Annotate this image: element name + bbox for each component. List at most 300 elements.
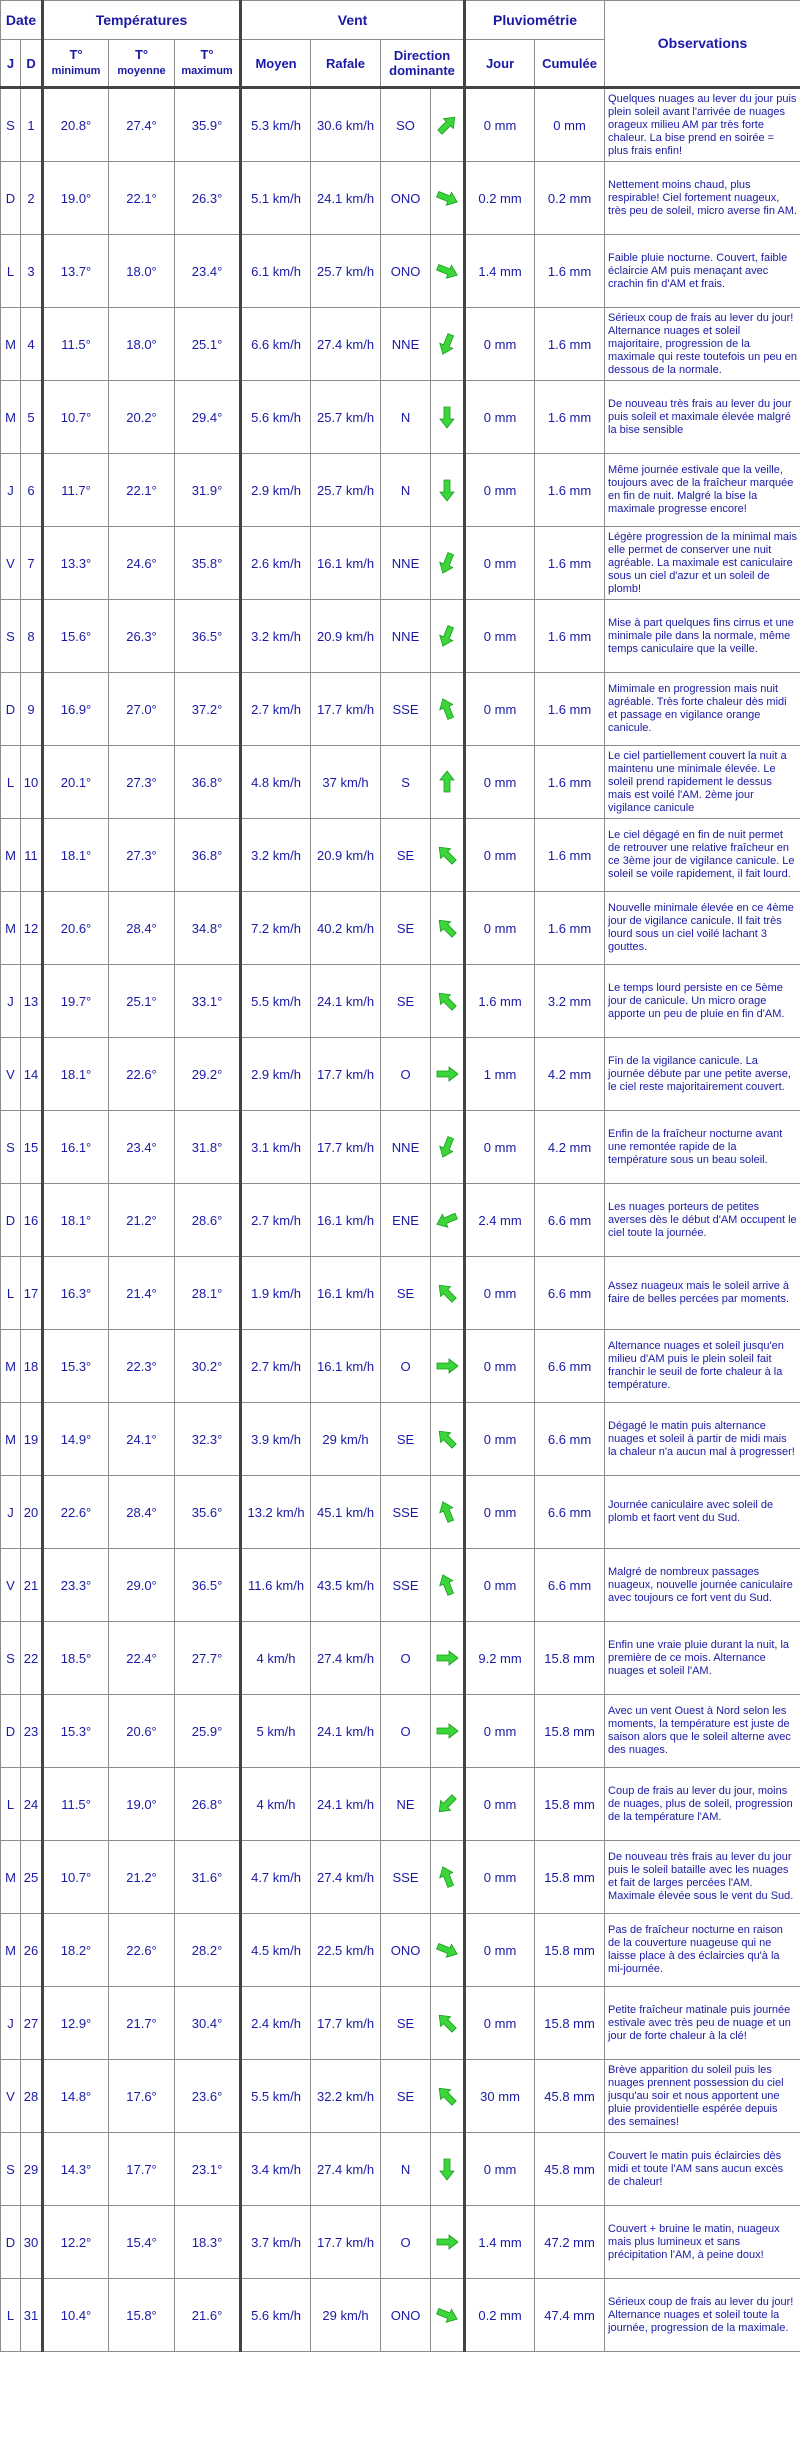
observation-text: Brève apparition du soleil puis les nuages prennent possession du ciel jusqu'au soir et nous apportent une pluie providentielle espérée depuis des semaines! — [605, 2060, 800, 2133]
wind-avg: 5.1 km/h — [241, 162, 311, 235]
temp-min: 10.4° — [43, 2279, 109, 2352]
table-row — [1, 2206, 800, 2279]
wind-avg: 2.6 km/h — [241, 527, 311, 600]
temp-avg: 28.4° — [109, 1476, 175, 1549]
temp-max: 35.8° — [175, 527, 241, 600]
rain-cumulative: 3.2 mm — [535, 965, 605, 1038]
temp-max: 29.2° — [175, 1038, 241, 1111]
wind-arrow-icon — [434, 2229, 460, 2255]
temp-min: 12.2° — [43, 2206, 109, 2279]
rain-day: 0 mm — [465, 1257, 535, 1330]
rain-day: 0 mm — [465, 527, 535, 600]
wind-avg: 13.2 km/h — [241, 1476, 311, 1549]
temp-avg: 25.1° — [109, 965, 175, 1038]
wind-gust: 17.7 km/h — [311, 2206, 381, 2279]
table-row — [1, 1184, 800, 1257]
wind-arrow-icon — [434, 404, 460, 430]
rain-cumulative: 6.6 mm — [535, 1184, 605, 1257]
wind-arrow-icon — [434, 1645, 460, 1671]
rain-cumulative: 1.6 mm — [535, 819, 605, 892]
temp-avg: 29.0° — [109, 1549, 175, 1622]
wind-gust: 24.1 km/h — [311, 965, 381, 1038]
temp-min: 19.7° — [43, 965, 109, 1038]
temp-min: 16.9° — [43, 673, 109, 746]
day-letter: S — [1, 1622, 21, 1695]
wind-avg: 5.3 km/h — [241, 88, 311, 162]
wind-avg: 5.6 km/h — [241, 2279, 311, 2352]
temp-max: 23.4° — [175, 235, 241, 308]
wind-direction: SE — [381, 1987, 431, 2060]
temp-avg: 22.3° — [109, 1330, 175, 1403]
wind-avg: 4.8 km/h — [241, 746, 311, 819]
day-letter: M — [1, 1841, 21, 1914]
temp-min: 19.0° — [43, 162, 109, 235]
wind-arrow-cell — [431, 892, 465, 965]
wind-arrow-cell — [431, 1038, 465, 1111]
temp-avg: 24.1° — [109, 1403, 175, 1476]
rain-cumulative: 0.2 mm — [535, 162, 605, 235]
observation-text: Même journée estivale que la veille, toujours avec de la fraîcheur marquée en fin de nuit. Malgré la bise la maximale progresse encore! — [605, 454, 800, 527]
wind-direction: SO — [381, 88, 431, 162]
table-body — [1, 88, 800, 2352]
day-letter: D — [1, 162, 21, 235]
wind-arrow-cell — [431, 746, 465, 819]
wind-direction: O — [381, 1330, 431, 1403]
table-row — [1, 2279, 800, 2352]
temp-avg: 21.2° — [109, 1841, 175, 1914]
wind-gust: 27.4 km/h — [311, 2133, 381, 2206]
wind-gust: 17.7 km/h — [311, 1111, 381, 1184]
rain-cumulative: 15.8 mm — [535, 1768, 605, 1841]
temp-min: 18.2° — [43, 1914, 109, 1987]
rain-cumulative: 45.8 mm — [535, 2133, 605, 2206]
wind-direction: N — [381, 454, 431, 527]
rain-cumulative: 47.4 mm — [535, 2279, 605, 2352]
rain-day: 0 mm — [465, 819, 535, 892]
day-letter: L — [1, 1257, 21, 1330]
wind-arrow-cell — [431, 1549, 465, 1622]
observation-text: Les nuages porteurs de petites averses dès le début d'AM occupent le ciel toute la journée. — [605, 1184, 800, 1257]
wind-gust: 27.4 km/h — [311, 1841, 381, 1914]
header-rafale: Rafale — [311, 40, 381, 88]
day-letter: D — [1, 1695, 21, 1768]
rain-day: 0 mm — [465, 1914, 535, 1987]
wind-arrow-icon — [434, 1061, 460, 1087]
day-number: 20 — [21, 1476, 43, 1549]
observation-text: Malgré de nombreux passages nuageux, nouvelle journée caniculaire avec toujours ce fort vent du Sud. — [605, 1549, 800, 1622]
wind-avg: 4 km/h — [241, 1768, 311, 1841]
rain-cumulative: 4.2 mm — [535, 1038, 605, 1111]
observation-text: Alternance nuages et soleil jusqu'en milieu d'AM puis le plein soleil fait franchir le seuil de forte chaleur à la température. — [605, 1330, 800, 1403]
day-number: 31 — [21, 2279, 43, 2352]
table-row — [1, 1403, 800, 1476]
wind-avg: 2.9 km/h — [241, 454, 311, 527]
table-row — [1, 2133, 800, 2206]
table-row — [1, 1476, 800, 1549]
wind-direction: N — [381, 381, 431, 454]
table-row — [1, 1038, 800, 1111]
wind-arrow-icon — [434, 2156, 460, 2182]
temp-max: 28.1° — [175, 1257, 241, 1330]
temp-avg: 22.6° — [109, 1914, 175, 1987]
table-row — [1, 1841, 800, 1914]
wind-avg: 3.1 km/h — [241, 1111, 311, 1184]
wind-avg: 3.9 km/h — [241, 1403, 311, 1476]
wind-avg: 4.5 km/h — [241, 1914, 311, 1987]
rain-day: 0 mm — [465, 88, 535, 162]
wind-direction: O — [381, 1038, 431, 1111]
temp-max: 26.3° — [175, 162, 241, 235]
header-vent: Vent — [241, 1, 465, 40]
temp-max: 26.8° — [175, 1768, 241, 1841]
observation-text: Fin de la vigilance canicule. La journée débute par une petite averse, le ciel reste majoritairement couvert. — [605, 1038, 800, 1111]
header-tmin: T° minimum — [43, 40, 109, 88]
wind-arrow-cell — [431, 1184, 465, 1257]
wind-direction: NE — [381, 1768, 431, 1841]
temp-max: 31.6° — [175, 1841, 241, 1914]
observation-text: Nettement moins chaud, plus respirable! Ciel fortement nuageux, très peu de soleil, micro averse fin AM. — [605, 162, 800, 235]
wind-avg: 7.2 km/h — [241, 892, 311, 965]
day-number: 9 — [21, 673, 43, 746]
wind-gust: 32.2 km/h — [311, 2060, 381, 2133]
table-row — [1, 162, 800, 235]
wind-direction: ONO — [381, 1914, 431, 1987]
temp-max: 23.6° — [175, 2060, 241, 2133]
temp-min: 14.9° — [43, 1403, 109, 1476]
temp-max: 36.5° — [175, 1549, 241, 1622]
observation-text: Pas de fraîcheur nocturne en raison de la couverture nuageuse qui ne laisse place à des éclaircies qu'à la mi-journée. — [605, 1914, 800, 1987]
wind-arrow-icon — [434, 842, 460, 868]
table-row — [1, 1695, 800, 1768]
wind-gust: 16.1 km/h — [311, 1184, 381, 1257]
wind-arrow-cell — [431, 88, 465, 162]
day-number: 6 — [21, 454, 43, 527]
wind-avg: 6.1 km/h — [241, 235, 311, 308]
wind-arrow-icon — [434, 185, 460, 211]
wind-avg: 2.7 km/h — [241, 1330, 311, 1403]
rain-cumulative: 6.6 mm — [535, 1403, 605, 1476]
wind-arrow-cell — [431, 308, 465, 381]
wind-arrow-cell — [431, 162, 465, 235]
rain-cumulative: 1.6 mm — [535, 673, 605, 746]
temp-avg: 18.0° — [109, 308, 175, 381]
day-number: 29 — [21, 2133, 43, 2206]
day-number: 3 — [21, 235, 43, 308]
rain-day: 0 mm — [465, 1111, 535, 1184]
day-number: 18 — [21, 1330, 43, 1403]
wind-gust: 27.4 km/h — [311, 1622, 381, 1695]
table-row — [1, 965, 800, 1038]
wind-direction: SSE — [381, 1476, 431, 1549]
wind-avg: 5.5 km/h — [241, 965, 311, 1038]
wind-gust: 25.7 km/h — [311, 381, 381, 454]
wind-arrow-icon — [434, 2083, 460, 2109]
table-row — [1, 819, 800, 892]
wind-gust: 24.1 km/h — [311, 1695, 381, 1768]
temp-min: 14.3° — [43, 2133, 109, 2206]
rain-day: 2.4 mm — [465, 1184, 535, 1257]
rain-cumulative: 1.6 mm — [535, 454, 605, 527]
table-row — [1, 527, 800, 600]
observation-text: Petite fraîcheur matinale puis journée estivale avec très peu de nuage et un jour de forte chaleur à la clé! — [605, 1987, 800, 2060]
temp-avg: 26.3° — [109, 600, 175, 673]
wind-gust: 16.1 km/h — [311, 1330, 381, 1403]
rain-cumulative: 6.6 mm — [535, 1549, 605, 1622]
day-number: 15 — [21, 1111, 43, 1184]
wind-avg: 11.6 km/h — [241, 1549, 311, 1622]
rain-day: 0 mm — [465, 1987, 535, 2060]
day-letter: S — [1, 88, 21, 162]
day-letter: S — [1, 2133, 21, 2206]
temp-min: 15.3° — [43, 1695, 109, 1768]
day-letter: M — [1, 1330, 21, 1403]
wind-avg: 2.7 km/h — [241, 1184, 311, 1257]
wind-arrow-cell — [431, 1403, 465, 1476]
rain-day: 0 mm — [465, 381, 535, 454]
wind-arrow-cell — [431, 1914, 465, 1987]
wind-avg: 6.6 km/h — [241, 308, 311, 381]
observation-text: Sérieux coup de frais au lever du jour! Alternance nuages et soleil majoritaire, progression de la maximale qui reste toutefois un peu en dessous de la normale. — [605, 308, 800, 381]
wind-direction: SSE — [381, 673, 431, 746]
day-letter: M — [1, 1914, 21, 1987]
wind-gust: 17.7 km/h — [311, 673, 381, 746]
day-letter: M — [1, 892, 21, 965]
wind-arrow-cell — [431, 965, 465, 1038]
rain-day: 0 mm — [465, 892, 535, 965]
day-number: 7 — [21, 527, 43, 600]
wind-avg: 3.7 km/h — [241, 2206, 311, 2279]
observation-text: Coup de frais au lever du jour, moins de nuages, plus de soleil, progression de la température l'AM. — [605, 1768, 800, 1841]
table-row — [1, 1549, 800, 1622]
day-letter: J — [1, 1476, 21, 1549]
day-number: 5 — [21, 381, 43, 454]
temp-avg: 20.2° — [109, 381, 175, 454]
observation-text: Le ciel partiellement couvert la nuit a maintenu une minimale élevée. Le soleil prend rapidement le dessus mais est voilé l'AM. 2ème jour vigilance canicule — [605, 746, 800, 819]
observation-text: Quelques nuages au lever du jour puis plein soleil avant l'arrivée de nuages orageux milieu AM par très forte chaleur. La bise prend en soirée = plus frais enfin! — [605, 88, 800, 162]
wind-arrow-cell — [431, 2133, 465, 2206]
temp-max: 31.9° — [175, 454, 241, 527]
table-row — [1, 381, 800, 454]
temp-min: 18.1° — [43, 1038, 109, 1111]
wind-avg: 4 km/h — [241, 1622, 311, 1695]
wind-direction: NNE — [381, 308, 431, 381]
rain-day: 0 mm — [465, 746, 535, 819]
rain-cumulative: 15.8 mm — [535, 1841, 605, 1914]
day-letter: M — [1, 819, 21, 892]
header-observations: Observations — [605, 1, 800, 88]
wind-avg: 2.7 km/h — [241, 673, 311, 746]
wind-arrow-icon — [434, 1791, 460, 1817]
temp-avg: 22.4° — [109, 1622, 175, 1695]
temp-min: 11.5° — [43, 308, 109, 381]
wind-arrow-icon — [434, 1426, 460, 1452]
temp-max: 34.8° — [175, 892, 241, 965]
wind-arrow-cell — [431, 527, 465, 600]
wind-gust: 43.5 km/h — [311, 1549, 381, 1622]
wind-arrow-icon — [434, 2010, 460, 2036]
table-row — [1, 746, 800, 819]
temp-min: 12.9° — [43, 1987, 109, 2060]
rain-day: 0 mm — [465, 600, 535, 673]
wind-arrow-icon — [434, 696, 460, 722]
rain-cumulative: 6.6 mm — [535, 1330, 605, 1403]
day-letter: M — [1, 308, 21, 381]
table-row — [1, 1987, 800, 2060]
table-row — [1, 600, 800, 673]
wind-direction: ONO — [381, 2279, 431, 2352]
header-pluviometrie: Pluviométrie — [465, 1, 605, 40]
day-letter: L — [1, 1768, 21, 1841]
rain-day: 30 mm — [465, 2060, 535, 2133]
wind-arrow-icon — [434, 550, 460, 576]
temp-min: 11.7° — [43, 454, 109, 527]
wind-arrow-icon — [434, 1718, 460, 1744]
wind-avg: 2.9 km/h — [241, 1038, 311, 1111]
wind-arrow-icon — [434, 477, 460, 503]
wind-direction: ONO — [381, 235, 431, 308]
rain-cumulative: 15.8 mm — [535, 1695, 605, 1768]
temp-min: 18.5° — [43, 1622, 109, 1695]
wind-arrow-icon — [434, 1864, 460, 1890]
day-number: 8 — [21, 600, 43, 673]
wind-avg: 1.9 km/h — [241, 1257, 311, 1330]
table-row — [1, 1622, 800, 1695]
wind-gust: 37 km/h — [311, 746, 381, 819]
table-row — [1, 892, 800, 965]
table-row — [1, 1768, 800, 1841]
day-letter: J — [1, 1987, 21, 2060]
temp-avg: 22.1° — [109, 162, 175, 235]
header-direction: Direction dominante — [381, 40, 465, 88]
observation-text: Mimimale en progression mais nuit agréable. Très forte chaleur dès midi et passage en vigilance orange canicule. — [605, 673, 800, 746]
wind-arrow-cell — [431, 1111, 465, 1184]
temp-avg: 23.4° — [109, 1111, 175, 1184]
day-number: 11 — [21, 819, 43, 892]
temp-min: 14.8° — [43, 2060, 109, 2133]
table-row — [1, 308, 800, 381]
temp-avg: 28.4° — [109, 892, 175, 965]
day-number: 12 — [21, 892, 43, 965]
observation-text: Légère progression de la minimal mais elle permet de conserver une nuit agréable. La maximale est caniculaire sous un ciel d'azur et un soleil de plomb! — [605, 527, 800, 600]
day-letter: J — [1, 965, 21, 1038]
observation-text: Avec un vent Ouest à Nord selon les moments, la température est juste de saison alors que le soleil alterne avec des nuages. — [605, 1695, 800, 1768]
wind-arrow-cell — [431, 1695, 465, 1768]
day-number: 21 — [21, 1549, 43, 1622]
wind-arrow-cell — [431, 454, 465, 527]
wind-direction: NNE — [381, 527, 431, 600]
day-letter: M — [1, 1403, 21, 1476]
rain-cumulative: 15.8 mm — [535, 1914, 605, 1987]
temp-max: 32.3° — [175, 1403, 241, 1476]
rain-day: 0 mm — [465, 1476, 535, 1549]
header-tmax: T° maximum — [175, 40, 241, 88]
temp-max: 36.5° — [175, 600, 241, 673]
rain-cumulative: 6.6 mm — [535, 1476, 605, 1549]
temp-max: 28.2° — [175, 1914, 241, 1987]
temp-max: 36.8° — [175, 819, 241, 892]
temp-max: 30.2° — [175, 1330, 241, 1403]
temp-min: 13.7° — [43, 235, 109, 308]
wind-direction: ONO — [381, 162, 431, 235]
temp-min: 10.7° — [43, 1841, 109, 1914]
day-number: 17 — [21, 1257, 43, 1330]
temp-max: 33.1° — [175, 965, 241, 1038]
table-row — [1, 88, 800, 162]
observation-text: Le temps lourd persiste en ce 5ème jour de canicule. Un micro orage apporte un peu de pluie en fin d'AM. — [605, 965, 800, 1038]
temp-min: 16.3° — [43, 1257, 109, 1330]
observation-text: Couvert le matin puis éclaircies dès midi et toute l'AM sans aucun excès de chaleur! — [605, 2133, 800, 2206]
wind-arrow-cell — [431, 2060, 465, 2133]
wind-direction: SE — [381, 965, 431, 1038]
wind-avg: 5.6 km/h — [241, 381, 311, 454]
day-number: 24 — [21, 1768, 43, 1841]
observation-text: Nouvelle minimale élevée en ce 4ème jour de vigilance canicule. Il fait très lourd sous un ciel voilé lachant 3 gouttes. — [605, 892, 800, 965]
temp-min: 15.6° — [43, 600, 109, 673]
wind-gust: 16.1 km/h — [311, 527, 381, 600]
wind-gust: 17.7 km/h — [311, 1987, 381, 2060]
rain-day: 0 mm — [465, 2133, 535, 2206]
table-row — [1, 1257, 800, 1330]
day-number: 27 — [21, 1987, 43, 2060]
observation-text: Sérieux coup de frais au lever du jour! Alternance nuages et soleil toute la journée, progression de la maximale. — [605, 2279, 800, 2352]
day-number: 13 — [21, 965, 43, 1038]
temp-max: 30.4° — [175, 1987, 241, 2060]
temp-avg: 17.7° — [109, 2133, 175, 2206]
temp-min: 18.1° — [43, 1184, 109, 1257]
wind-arrow-icon — [434, 1134, 460, 1160]
day-number: 10 — [21, 746, 43, 819]
wind-arrow-icon — [434, 2302, 460, 2328]
wind-arrow-icon — [434, 112, 460, 138]
temp-min: 20.8° — [43, 88, 109, 162]
wind-direction: NNE — [381, 600, 431, 673]
wind-gust: 25.7 km/h — [311, 235, 381, 308]
temp-min: 20.1° — [43, 746, 109, 819]
temp-max: 21.6° — [175, 2279, 241, 2352]
rain-day: 0 mm — [465, 1330, 535, 1403]
wind-avg: 3.4 km/h — [241, 2133, 311, 2206]
rain-cumulative: 1.6 mm — [535, 235, 605, 308]
observation-text: De nouveau très frais au lever du jour puis soleil et maximale élevée malgré la bise sensible — [605, 381, 800, 454]
wind-direction: SSE — [381, 1841, 431, 1914]
temp-min: 20.6° — [43, 892, 109, 965]
day-number: 23 — [21, 1695, 43, 1768]
day-letter: D — [1, 2206, 21, 2279]
wind-avg: 3.2 km/h — [241, 600, 311, 673]
wind-arrow-cell — [431, 2279, 465, 2352]
day-number: 28 — [21, 2060, 43, 2133]
header-d: D — [21, 40, 43, 88]
temp-min: 10.7° — [43, 381, 109, 454]
wind-arrow-cell — [431, 1987, 465, 2060]
temp-max: 28.6° — [175, 1184, 241, 1257]
wind-gust: 27.4 km/h — [311, 308, 381, 381]
wind-arrow-cell — [431, 673, 465, 746]
wind-gust: 45.1 km/h — [311, 1476, 381, 1549]
wind-gust: 20.9 km/h — [311, 819, 381, 892]
observation-text: Journée caniculaire avec soleil de plomb et faort vent du Sud. — [605, 1476, 800, 1549]
day-number: 26 — [21, 1914, 43, 1987]
rain-cumulative: 1.6 mm — [535, 381, 605, 454]
observation-text: Enfin de la fraîcheur nocturne avant une remontée rapide de la température sous un beau soleil. — [605, 1111, 800, 1184]
rain-cumulative: 1.6 mm — [535, 746, 605, 819]
day-letter: V — [1, 2060, 21, 2133]
rain-day: 1.6 mm — [465, 965, 535, 1038]
rain-cumulative: 1.6 mm — [535, 527, 605, 600]
wind-gust: 29 km/h — [311, 2279, 381, 2352]
temp-avg: 21.2° — [109, 1184, 175, 1257]
table-row — [1, 235, 800, 308]
